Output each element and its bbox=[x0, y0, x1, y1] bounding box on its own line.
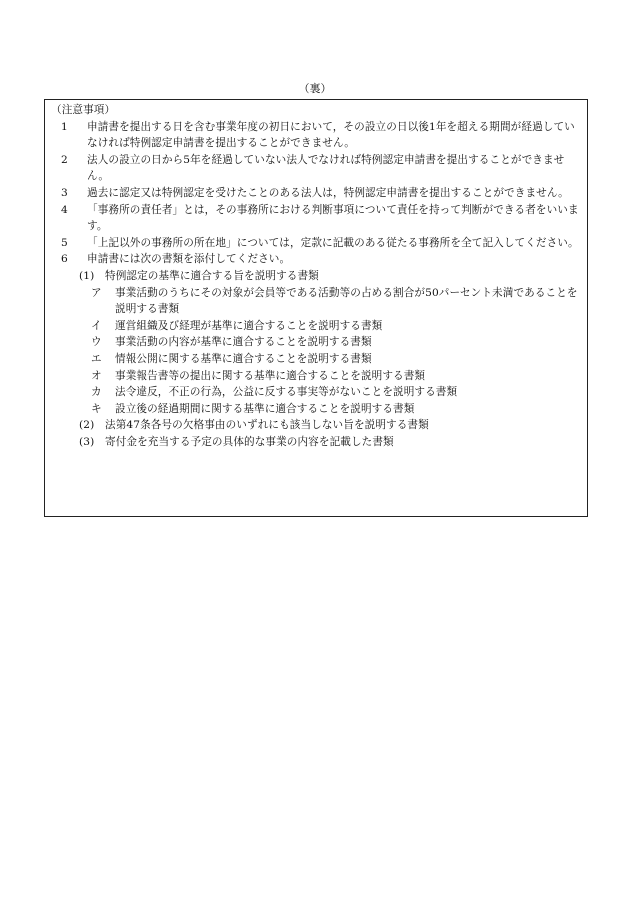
note-number: 5 bbox=[61, 236, 68, 249]
sub-sub-item-u bbox=[51, 334, 581, 351]
note-text: 申請書には次の書類を添付してください。 bbox=[87, 253, 291, 266]
sub-sub-item-ki bbox=[51, 401, 581, 418]
sub-item-text: 法第47条各号の欠格事由のいずれにも該当しない旨を説明する書類 bbox=[105, 419, 429, 432]
sub-item-text: 寄付金を充当する予定の具体的な事業の内容を記載した書類 bbox=[105, 435, 394, 448]
sub-sub-item-i bbox=[51, 318, 581, 335]
note-number: 4 bbox=[61, 203, 68, 216]
note-item-5 bbox=[51, 235, 581, 252]
note-item-1 bbox=[51, 119, 581, 152]
sub-sub-item-a bbox=[51, 285, 581, 318]
sub-sub-item-e bbox=[51, 351, 581, 368]
sub-sub-item-mark: キ bbox=[91, 402, 102, 415]
sub-sub-item-text: 設立後の経過期間に関する基準に適合することを説明する書類 bbox=[115, 402, 415, 415]
sub-sub-item-mark: カ bbox=[91, 386, 102, 399]
sub-sub-item-ka bbox=[51, 384, 581, 401]
page-side-label: （裏） bbox=[298, 82, 332, 95]
sub-sub-item-text: 事業活動のうちにその対象が会員等である活動等の占める割合が50パーセント未満であることを説明する書類 bbox=[115, 286, 578, 316]
note-text: 過去に認定又は特例認定を受けたことのある法人は，特例認定申請書を提出することができません。 bbox=[87, 186, 569, 199]
note-text: 申請書を提出する日を含む事業年度の初日において，その設立の日以後1年を超える期間が経過していなければ特例認定申請書を提出することができません。 bbox=[87, 120, 575, 150]
note-number: 6 bbox=[61, 253, 68, 266]
sub-sub-item-mark: ウ bbox=[91, 336, 102, 349]
sub-sub-item-mark: オ bbox=[91, 369, 102, 382]
sub-item-1 bbox=[51, 268, 581, 285]
notes-box bbox=[44, 99, 588, 517]
sub-sub-item-o bbox=[51, 368, 581, 385]
sub-sub-item-mark: イ bbox=[91, 319, 102, 332]
note-text: 「上記以外の事務所の所在地」については，定款に記載のある従たる事務所を全て記入してください。 bbox=[87, 236, 579, 249]
note-number: 3 bbox=[61, 186, 68, 199]
note-item-3 bbox=[51, 185, 581, 202]
sub-item-text: 特例認定の基準に適合する旨を説明する書類 bbox=[105, 269, 319, 282]
sub-sub-item-text: 事業活動の内容が基準に適合することを説明する書類 bbox=[115, 336, 372, 349]
note-text: 「事務所の責任者」とは，その事務所における判断事項について責任を持って判断ができる者をいいます。 bbox=[87, 203, 579, 233]
note-text: 法人の設立の日から5年を経過していない法人でなければ特例認定申請書を提出することができません。 bbox=[87, 153, 565, 183]
sub-sub-item-text: 事業報告書等の提出に関する基準に適合することを説明する書類 bbox=[115, 369, 426, 382]
notes-heading: （注意事項） bbox=[51, 104, 116, 116]
sub-sub-item-text: 運営組織及び経理が基準に適合することを説明する書類 bbox=[115, 319, 383, 332]
sub-item-2 bbox=[51, 417, 581, 434]
note-number: 2 bbox=[61, 153, 68, 166]
sub-item-number: (3) bbox=[79, 435, 95, 448]
note-number: 1 bbox=[61, 120, 68, 133]
sub-item-3 bbox=[51, 434, 581, 451]
sub-sub-item-text: 法令違反，不正の行為，公益に反する事実等がないことを説明する書類 bbox=[115, 386, 458, 399]
note-item-4 bbox=[51, 202, 581, 235]
sub-item-number: (2) bbox=[79, 419, 95, 432]
sub-sub-item-mark: エ bbox=[91, 352, 102, 365]
sub-item-number: (1) bbox=[79, 269, 95, 282]
note-item-2 bbox=[51, 152, 581, 185]
note-item-6 bbox=[51, 251, 581, 268]
sub-sub-item-text: 情報公開に関する基準に適合することを説明する書類 bbox=[115, 352, 372, 365]
sub-sub-item-mark: ア bbox=[91, 286, 102, 299]
